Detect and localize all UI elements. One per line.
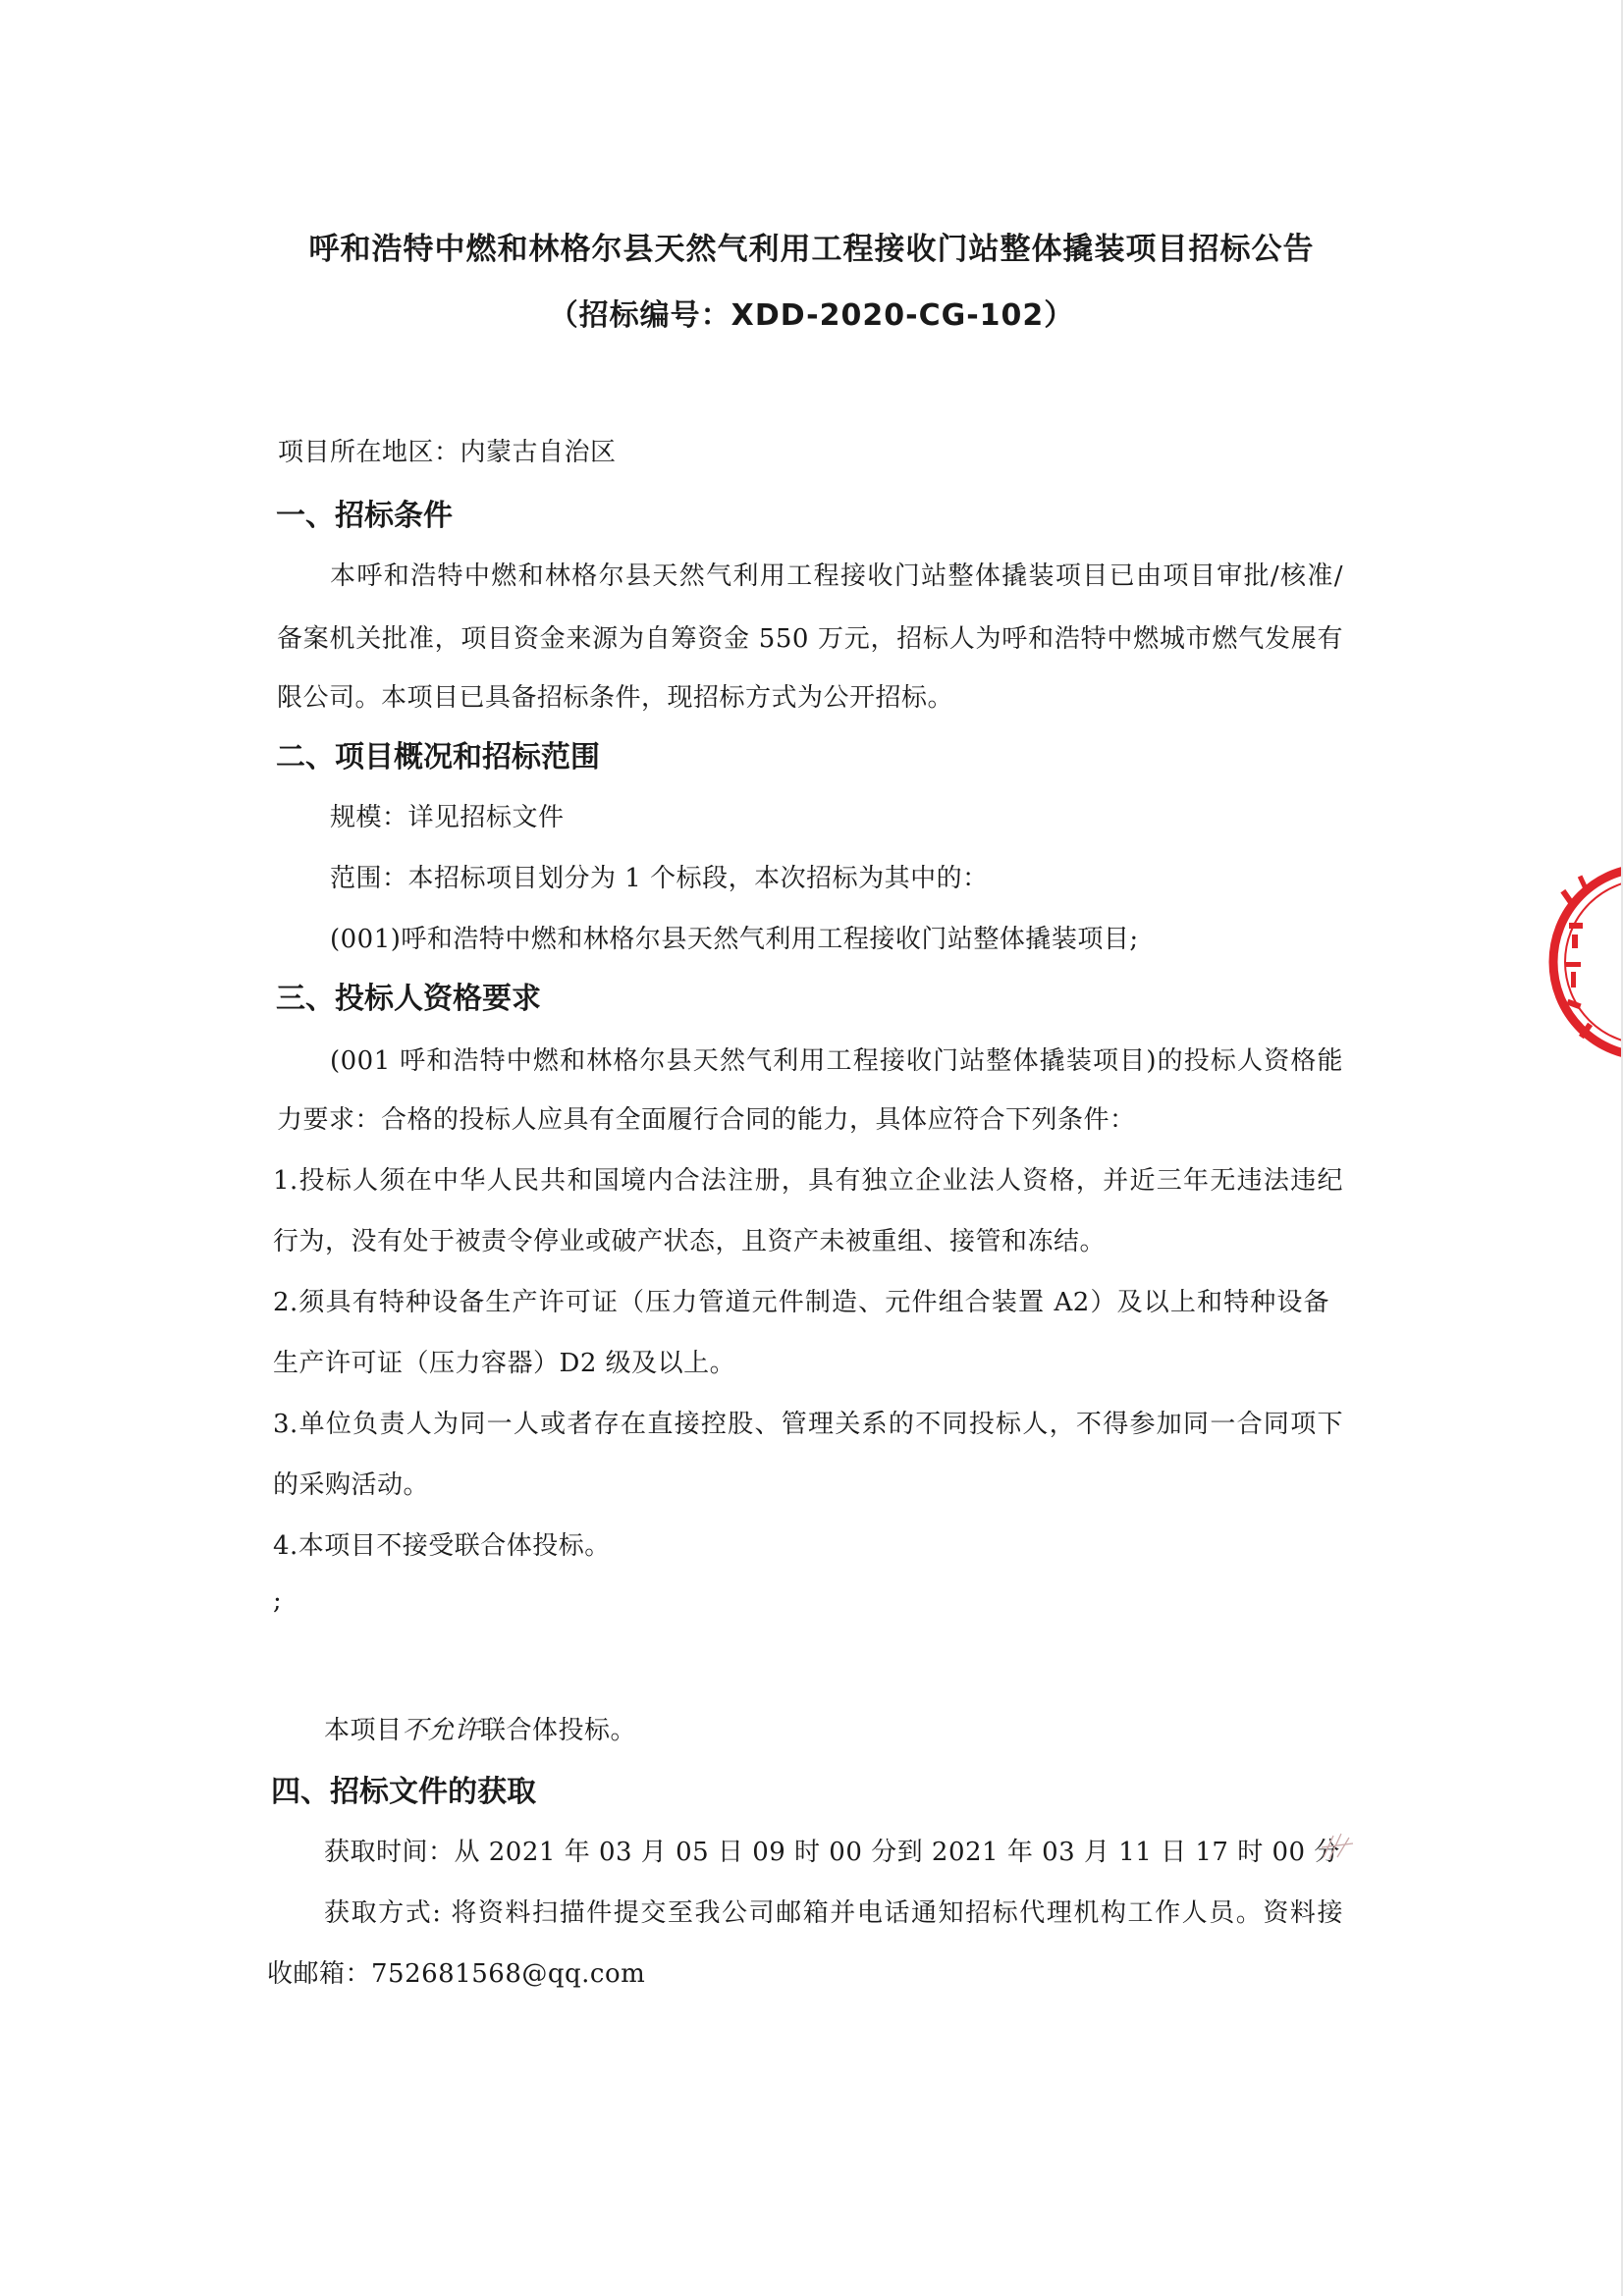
consortium-note	[324, 1710, 636, 1746]
consortium-italic: 不允许	[402, 1716, 481, 1745]
section-2-scale: 规模：详见招标文件	[330, 803, 565, 832]
section-3-intro-2: 力要求：合格的投标人应具有全面履行合同的能力，具体应符合下列条件：	[277, 1105, 1136, 1135]
requirement-3-line-1: 3.单位负责人为同一人或者存在直接控股、管理关系的不同投标人，不得参加同一合同项下	[273, 1410, 1343, 1439]
acquisition-method-line-2: 收邮箱：752681568@qq.com	[267, 1959, 646, 1989]
requirement-1-line-1: 1.投标人须在中华人民共和国境内合法注册，具有独立企业法人资格，并近三年无违法违纪	[273, 1166, 1343, 1196]
section-1-line-3: 限公司。本项目已具备招标条件，现招标方式为公开招标。	[277, 683, 954, 713]
project-region: 项目所在地区：内蒙古自治区	[278, 438, 617, 467]
acquisition-method-line-1: 获取方式: 将资料扫描件提交至我公司邮箱并电话通知招标代理机构工作人员。资料接	[324, 1898, 1343, 1928]
requirement-2-line-2: 生产许可证（压力容器）D2 级及以上。	[273, 1349, 736, 1378]
section-1-line-2: 备案机关批准，项目资金来源为自筹资金 550 万元，招标人为呼和浩特中燃城市燃气发展有	[277, 624, 1343, 654]
consortium-suffix: 联合体投标。	[480, 1716, 637, 1745]
section-3-intro-1: (001 呼和浩特中燃和林格尔县天然气利用工程接收门站整体撬装项目)的投标人资格能	[330, 1046, 1343, 1076]
acquisition-time: 获取时间：从 2021 年 03 月 05 日 09 时 00 分到 2021 年 03 月 11 日 17 时 00 分	[324, 1838, 1340, 1867]
tender-number: （招标编号：XDD-2020-CG-102）	[548, 298, 1075, 333]
section-2-scope: 范围：本招标项目划分为 1 个标段，本次招标为其中的：	[330, 864, 989, 893]
document-title: 呼和浩特中燃和林格尔县天然气利用工程接收门站整体撬装项目招标公告	[308, 232, 1315, 267]
requirement-3-line-2: 的采购活动。	[273, 1470, 430, 1500]
red-seal-stamp	[1540, 815, 1623, 1109]
section-2-lot: (001)呼和浩特中燃和林格尔县天然气利用工程接收门站整体撬装项目;	[330, 925, 1139, 954]
section-1-line-1: 本呼和浩特中燃和林格尔县天然气利用工程接收门站整体撬装项目已由项目审批/核准/	[330, 561, 1343, 591]
section-2-heading: 二、项目概况和招标范围	[276, 740, 600, 774]
consortium-prefix: 本项目	[324, 1716, 403, 1745]
requirement-2-line-1: 2.须具有特种设备生产许可证（压力管道元件制造、元件组合装置 A2）及以上和特种设备	[273, 1288, 1329, 1317]
pen-mark	[1320, 1830, 1357, 1863]
requirement-1-line-2: 行为，没有处于被责令停业或破产状态，且资产未被重组、接管和冻结。	[273, 1227, 1107, 1256]
section-3-heading: 三、投标人资格要求	[276, 982, 541, 1016]
section-4-heading: 四、招标文件的获取	[271, 1775, 536, 1809]
requirement-4: 4.本项目不接受联合体投标。	[273, 1531, 611, 1561]
stray-semicolon: ;	[273, 1586, 283, 1616]
section-1-heading: 一、招标条件	[276, 499, 453, 533]
